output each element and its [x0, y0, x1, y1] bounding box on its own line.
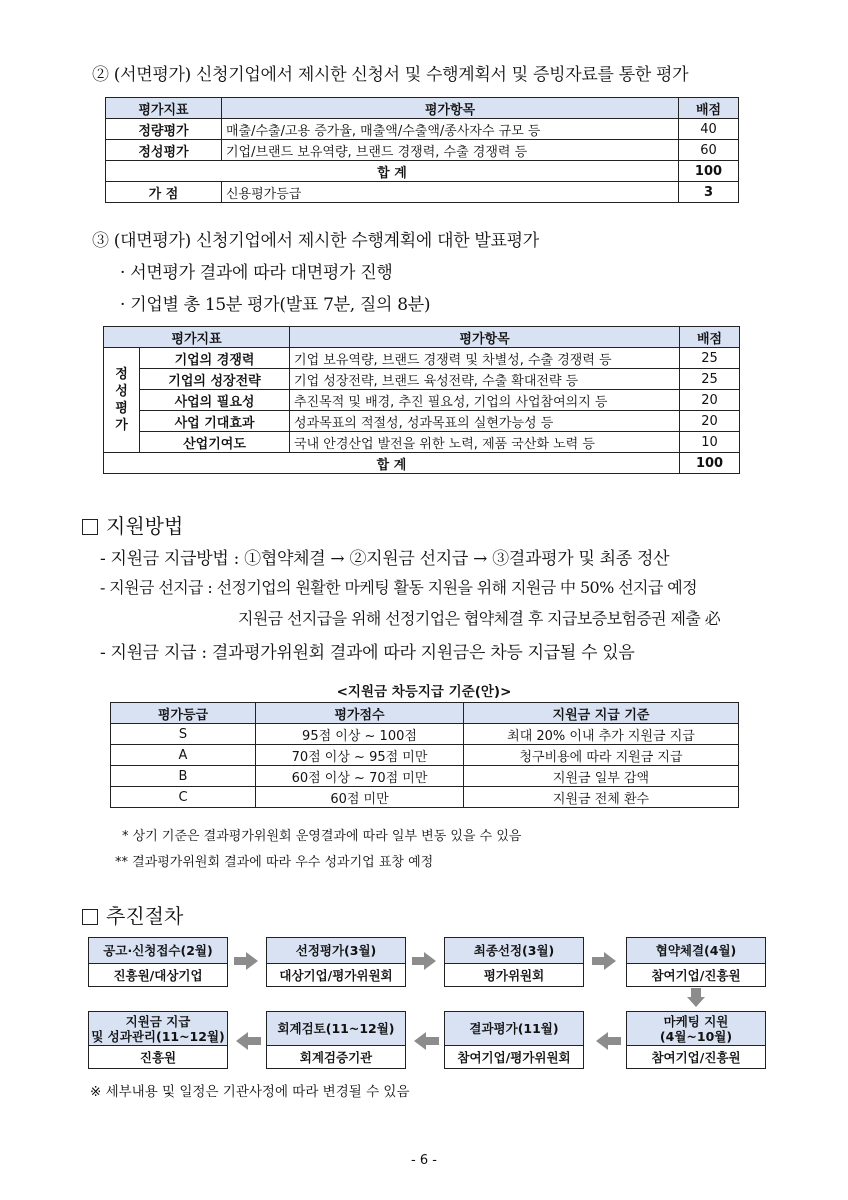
bonus-item: 신용평가등급 [222, 182, 679, 203]
step-actor: 진흥원 [89, 1046, 227, 1068]
total-label: 합 계 [106, 161, 679, 182]
table-cell: 기업/브랜드 보유역량, 브랜드 경쟁력, 수출 경쟁력 등 [222, 140, 679, 161]
table-cell: 추진목적 및 배경, 추진 필요성, 기업의 사업참여의지 등 [290, 390, 680, 411]
col-header-indicator: 평가지표 [106, 98, 222, 119]
col-header-points: 평가점수 [256, 703, 464, 724]
table-cell: 25 [680, 348, 740, 369]
col-header-score: 배점 [679, 98, 739, 119]
col-header-score: 배점 [680, 327, 740, 348]
step-actor: 참여기업/진흥원 [627, 964, 765, 986]
col-header-criteria: 지원금 지급 기준 [464, 703, 739, 724]
table-cell: C [111, 787, 256, 808]
step-marketing [626, 1011, 766, 1069]
step-title: 협약체결(4월) [627, 938, 765, 964]
arrow-down-icon [687, 997, 705, 1007]
group-label: 정성평가 [115, 367, 128, 433]
col-header-item: 평가항목 [290, 327, 680, 348]
step-payment [88, 1011, 228, 1069]
table-cell: 20 [680, 411, 740, 432]
step-accounting [266, 1011, 406, 1069]
step-actor: 참여기업/진흥원 [627, 1046, 765, 1068]
arrow-left-icon [247, 1037, 261, 1045]
written-eval-table [105, 97, 739, 203]
table-cell: 성과목표의 적절성, 성과목표의 실현가능성 등 [290, 411, 680, 432]
table-cell: 산업기여도 [140, 432, 290, 453]
step-actor: 회계검증기관 [267, 1046, 405, 1068]
arrow-left-icon [607, 1037, 621, 1045]
step-result-eval [444, 1011, 584, 1069]
table-cell: 기업 보유역량, 브랜드 경쟁력 및 차별성, 수출 경쟁력 등 [290, 348, 680, 369]
checkbox-square-icon [82, 519, 98, 535]
table-cell: 20 [680, 390, 740, 411]
support-line-2a: - 지원금 선지급 : 선정기업의 원활한 마케팅 활동 지원을 위해 지원금 中 50% 선지급 예정 [100, 578, 697, 597]
table-cell: 60점 미만 [256, 787, 464, 808]
table-cell: 사업의 필요성 [140, 390, 290, 411]
table-cell: 매출/수출/고용 증가율, 매출액/수출액/종사자수 규모 등 [222, 119, 679, 140]
table-cell: 지원금 일부 감액 [464, 766, 739, 787]
table-cell: B [111, 766, 256, 787]
support-line-2b: 지원금 선지급을 위해 선정기업은 협약체결 후 지급보증보험증권 제출 必 [238, 609, 721, 628]
table-cell: 10 [680, 432, 740, 453]
section3-bullet-2: · 기업별 총 15분 평가(발표 7분, 질의 8분) [120, 295, 431, 315]
grade-note-1: * 상기 기준은 결과평가위원회 운영결과에 따라 일부 변동 있을 수 있음 [122, 829, 522, 844]
table-cell: 70점 이상 ~ 95점 미만 [256, 745, 464, 766]
step-final-selection [444, 937, 584, 987]
step-title: 공고·신청접수(2월) [89, 938, 227, 964]
total-label: 합 계 [104, 453, 680, 474]
bonus-score: 3 [679, 182, 739, 203]
step-actor: 평가위원회 [445, 964, 583, 986]
step-agreement [626, 937, 766, 987]
step-title: 결과평가(11월) [445, 1012, 583, 1046]
step-actor: 진흥원/대상기업 [89, 964, 227, 986]
grade-table [110, 702, 739, 808]
table-cell: 기업의 성장전략 [140, 369, 290, 390]
table-cell: 40 [679, 119, 739, 140]
arrow-right-icon [246, 952, 258, 970]
table-cell: 국내 안경산업 발전을 위한 노력, 제품 국산화 노력 등 [290, 432, 680, 453]
support-line-1: - 지원금 지급방법 : ①협약체결 → ②지원금 선지급 → ③결과평가 및 최종 정산 [100, 549, 670, 569]
support-heading: 지원방법 [106, 514, 184, 538]
arrow-left-icon [425, 1037, 439, 1045]
table-cell: 최대 20% 이내 추가 지원금 지급 [464, 724, 739, 745]
table-cell: 정성평가 [106, 140, 222, 161]
table-cell: 60점 이상 ~ 70점 미만 [256, 766, 464, 787]
step-title: 회계검토(11~12월) [267, 1012, 405, 1046]
procedure-heading: 추진절차 [106, 904, 184, 928]
step-selection-eval [266, 937, 406, 987]
col-header-grade: 평가등급 [111, 703, 256, 724]
table-cell: 60 [679, 140, 739, 161]
table-cell: 청구비용에 따라 지원금 지급 [464, 745, 739, 766]
col-header-indicator: 평가지표 [104, 327, 290, 348]
support-line-3: - 지원금 지급 : 결과평가위원회 결과에 따라 지원금은 차등 지급될 수 있음 [100, 643, 635, 663]
step-title: 지원금 지급 및 성과관리(11~12월) [89, 1012, 227, 1046]
arrow-right-icon [604, 952, 616, 970]
arrow-right-icon [424, 952, 436, 970]
step-actor: 대상기업/평가위원회 [267, 964, 405, 986]
checkbox-square-icon [82, 909, 98, 925]
page-number: - 6 - [411, 1153, 437, 1168]
table-cell: 기업의 경쟁력 [140, 348, 290, 369]
step-announcement [88, 937, 228, 987]
step-actor: 참여기업/평가위원회 [445, 1046, 583, 1068]
table-cell: A [111, 745, 256, 766]
col-header-item: 평가항목 [222, 98, 679, 119]
step-title: 선정평가(3월) [267, 938, 405, 964]
section3-heading: ③ (대면평가) 신청기업에서 제시한 수행계획에 대한 발표평가 [92, 231, 539, 251]
procedure-note: ※ 세부내용 및 일정은 기관사정에 따라 변경될 수 있음 [90, 1084, 410, 1100]
section2-heading: ② (서면평가) 신청기업에서 제시한 신청서 및 수행계획서 및 증빙자료를 통한 평가 [92, 65, 689, 85]
table-cell: S [111, 724, 256, 745]
step-title: 최종선정(3월) [445, 938, 583, 964]
grade-note-2: ** 결과평가위원회 결과에 따라 우수 성과기업 표창 예정 [115, 855, 434, 870]
support-heading-row [82, 510, 183, 539]
step-title: 마케팅 지원 (4월~10월) [627, 1012, 765, 1046]
total-score: 100 [679, 161, 739, 182]
table-cell: 사업 기대효과 [140, 411, 290, 432]
section3-bullet-1: · 서면평가 결과에 따라 대면평가 진행 [120, 263, 393, 283]
bonus-label: 가 점 [106, 182, 222, 203]
table-cell: 정량평가 [106, 119, 222, 140]
table-cell: 지원금 전체 환수 [464, 787, 739, 808]
total-score: 100 [680, 453, 740, 474]
table-cell: 기업 성장전략, 브랜드 육성전략, 수출 확대전략 등 [290, 369, 680, 390]
table-cell: 25 [680, 369, 740, 390]
grade-table-title: <지원금 차등지급 기준(안)> [336, 684, 512, 700]
oral-eval-table [103, 326, 740, 474]
table-cell: 95점 이상 ~ 100점 [256, 724, 464, 745]
procedure-heading-row [82, 900, 183, 929]
